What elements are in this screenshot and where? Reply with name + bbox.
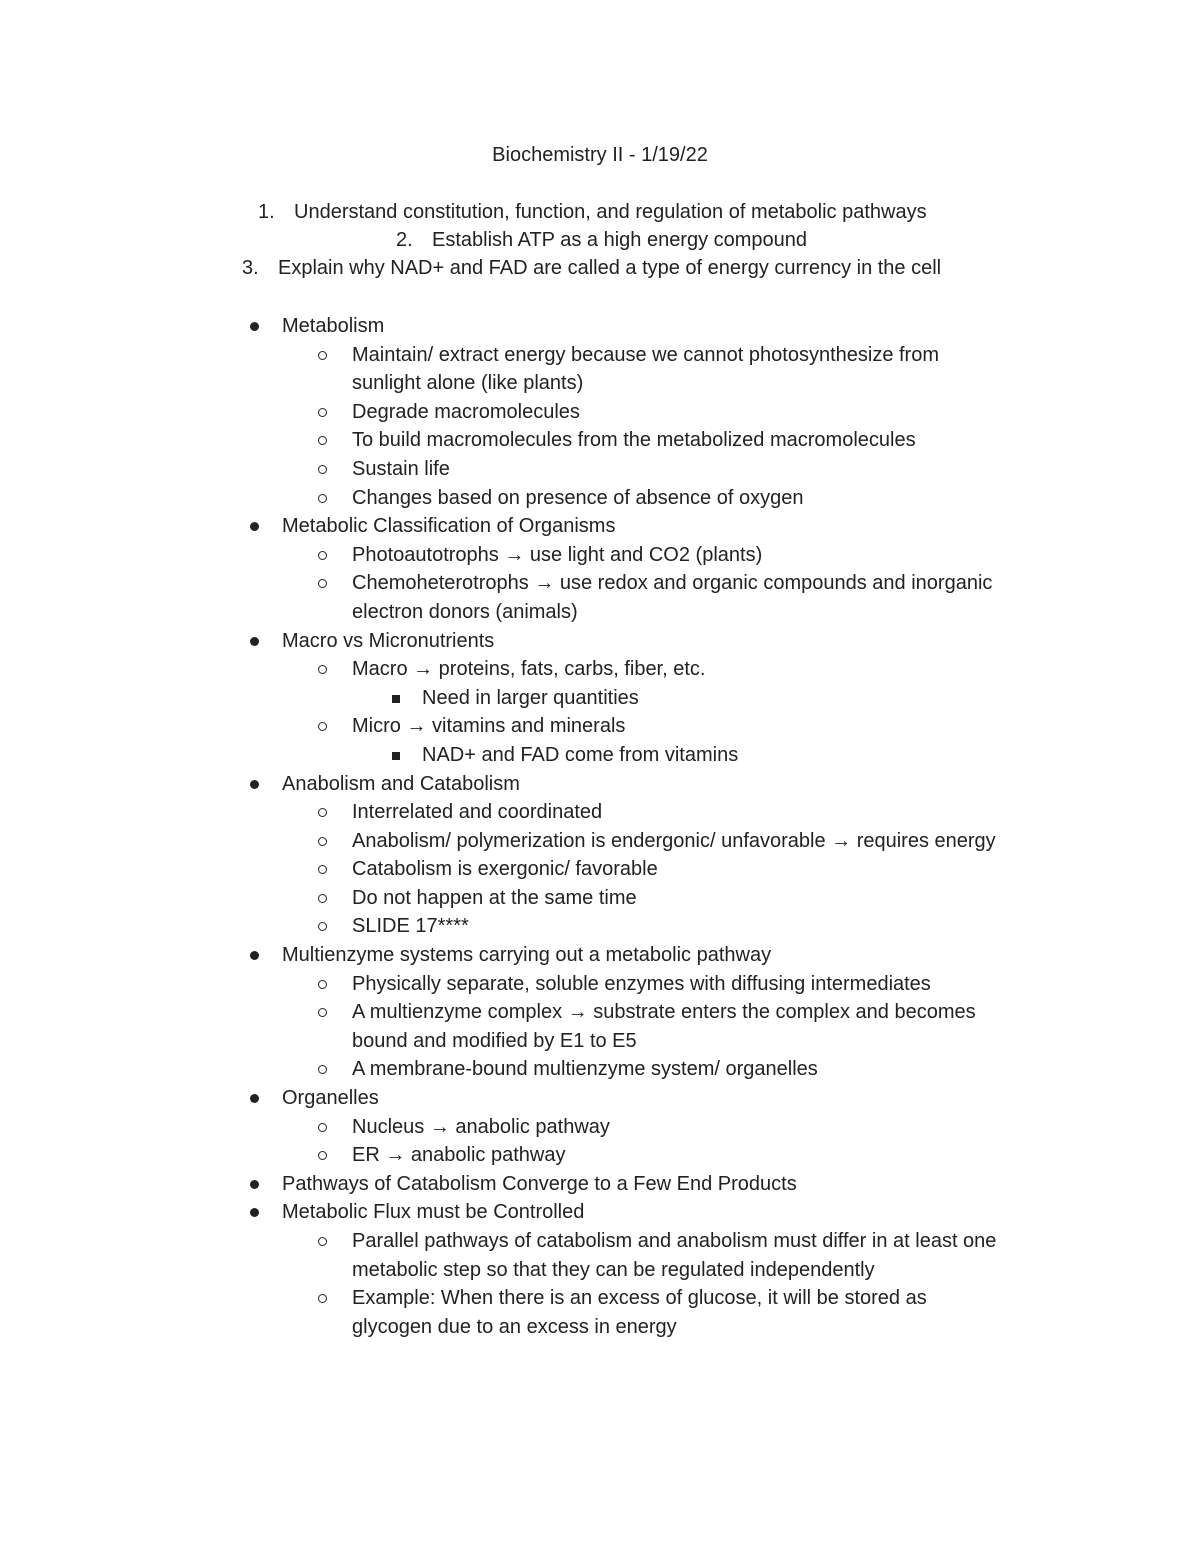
filled-bullet-icon — [250, 637, 259, 646]
list-item — [0, 1227, 1200, 1256]
list-item-text: Anabolism/ polymerization is endergonic/ unfavorable → requires energy — [352, 829, 996, 852]
filled-bullet-icon — [250, 951, 259, 960]
list-item-text: Anabolism and Catabolism — [282, 772, 520, 795]
list-item-text: Nucleus → anabolic pathway — [352, 1115, 610, 1138]
objective-item — [396, 226, 807, 254]
list-item — [0, 512, 1200, 541]
hollow-bullet-icon — [318, 665, 327, 674]
list-item — [0, 655, 1200, 684]
objective-text: Explain why NAD+ and FAD are called a type of energy currency in the cell — [278, 257, 942, 279]
objective-item — [242, 254, 941, 282]
list-item — [0, 1141, 1200, 1170]
list-item-text: Example: When there is an excess of glucose, it will be stored as — [352, 1287, 927, 1310]
list-item-text: Catabolism is exergonic/ favorable — [352, 858, 658, 881]
list-item-text: metabolic step so that they can be regulated independently — [352, 1258, 875, 1281]
list-item — [0, 312, 1200, 341]
list-item-text: NAD+ and FAD come from vitamins — [422, 743, 739, 766]
list-item-text: SLIDE 17**** — [352, 915, 469, 938]
objective-text: Establish ATP as a high energy compound — [432, 229, 808, 251]
hollow-bullet-icon — [318, 465, 327, 474]
hollow-bullet-icon — [318, 579, 327, 588]
list-item — [0, 741, 1200, 770]
list-item — [0, 855, 1200, 884]
filled-bullet-icon — [250, 322, 259, 331]
hollow-bullet-icon — [318, 1123, 327, 1132]
objective-text: Understand constitution, function, and regulation of metabolic pathways — [294, 201, 927, 223]
objective-number: 2. — [396, 229, 413, 251]
hollow-bullet-icon — [318, 722, 327, 731]
hollow-bullet-icon — [318, 351, 327, 360]
hollow-bullet-icon — [318, 551, 327, 560]
list-item-text: Metabolic Classification of Organisms — [282, 515, 616, 538]
hollow-bullet-icon — [318, 494, 327, 503]
list-item-text: A multienzyme complex → substrate enters the complex and becomes — [352, 1001, 976, 1024]
list-item-text: Changes based on presence of absence of oxygen — [352, 486, 804, 509]
list-item-text: Multienzyme systems carrying out a metabolic pathway — [282, 944, 772, 967]
list-item-text: Pathways of Catabolism Converge to a Few End Products — [282, 1172, 797, 1195]
list-item — [0, 941, 1200, 970]
list-item — [0, 970, 1200, 999]
list-item — [0, 712, 1200, 741]
hollow-bullet-icon — [318, 1151, 327, 1160]
list-item-text: Photoautotrophs → use light and CO2 (plants) — [352, 543, 763, 566]
list-item-text: bound and modified by E1 to E5 — [352, 1029, 637, 1052]
list-item-continuation — [0, 1256, 1200, 1285]
square-bullet-icon — [392, 695, 400, 703]
hollow-bullet-icon — [318, 408, 327, 417]
page-title: Biochemistry II - 1/19/22 — [492, 144, 708, 166]
list-item — [0, 998, 1200, 1027]
hollow-bullet-icon — [318, 1294, 327, 1303]
list-item-text: Macro → proteins, fats, carbs, fiber, etc. — [352, 658, 706, 681]
filled-bullet-icon — [250, 522, 259, 531]
list-item — [0, 912, 1200, 941]
filled-bullet-icon — [250, 1094, 259, 1103]
list-item-text: Chemoheterotrophs → use redox and organic compounds and inorganic — [352, 572, 993, 595]
list-item — [0, 1084, 1200, 1113]
list-item — [0, 569, 1200, 598]
list-item-text: Maintain/ extract energy because we cannot photosynthesize from — [352, 343, 939, 366]
list-item — [0, 541, 1200, 570]
hollow-bullet-icon — [318, 1065, 327, 1074]
list-item — [0, 884, 1200, 913]
list-item — [0, 827, 1200, 856]
objective-item — [258, 198, 927, 226]
hollow-bullet-icon — [318, 1237, 327, 1246]
list-item-text: A membrane-bound multienzyme system/ organelles — [352, 1058, 818, 1081]
list-item-continuation — [0, 1027, 1200, 1056]
hollow-bullet-icon — [318, 1008, 327, 1017]
list-item — [0, 484, 1200, 513]
list-item-text: Metabolism — [282, 315, 385, 337]
list-item — [0, 341, 1200, 370]
list-item-text: ER → anabolic pathway — [352, 1144, 566, 1167]
list-item-continuation — [0, 598, 1200, 627]
objective-number: 1. — [258, 201, 275, 223]
list-item-text: Organelles — [282, 1087, 379, 1110]
hollow-bullet-icon — [318, 436, 327, 445]
list-item-text: glycogen due to an excess in energy — [352, 1315, 677, 1338]
list-item-text: electron donors (animals) — [352, 600, 578, 623]
list-item — [0, 426, 1200, 455]
hollow-bullet-icon — [318, 894, 327, 903]
list-item — [0, 455, 1200, 484]
list-item — [0, 1170, 1200, 1199]
list-item-text: Do not happen at the same time — [352, 886, 637, 909]
hollow-bullet-icon — [318, 808, 327, 817]
list-item-text: Interrelated and coordinated — [352, 801, 603, 824]
list-item-text: Macro vs Micronutrients — [282, 629, 495, 652]
list-item-text: Parallel pathways of catabolism and anabolism must differ in at least one — [352, 1230, 997, 1252]
list-item-text: Metabolic Flux must be Controlled — [282, 1201, 585, 1224]
list-item-text: Physically separate, soluble enzymes with diffusing intermediates — [352, 972, 931, 995]
filled-bullet-icon — [250, 780, 259, 789]
list-item-text: To build macromolecules from the metabolized macromolecules — [352, 429, 916, 452]
square-bullet-icon — [392, 752, 400, 760]
list-item — [0, 1284, 1200, 1313]
list-item-text: Micro → vitamins and minerals — [352, 715, 626, 738]
list-item — [0, 627, 1200, 656]
hollow-bullet-icon — [318, 865, 327, 874]
list-item-text: sunlight alone (like plants) — [352, 372, 584, 395]
hollow-bullet-icon — [318, 980, 327, 989]
list-item — [0, 798, 1200, 827]
list-item-continuation — [0, 369, 1200, 398]
list-item — [0, 1055, 1200, 1084]
list-item-text: Need in larger quantities — [422, 686, 639, 709]
hollow-bullet-icon — [318, 922, 327, 931]
list-item — [0, 684, 1200, 713]
list-item — [0, 770, 1200, 799]
objective-number: 3. — [242, 257, 259, 279]
list-item — [0, 1113, 1200, 1142]
notes-list — [0, 312, 1200, 1341]
hollow-bullet-icon — [318, 837, 327, 846]
list-item — [0, 1198, 1200, 1227]
filled-bullet-icon — [250, 1180, 259, 1189]
list-item — [0, 398, 1200, 427]
list-item-text: Degrade macromolecules — [352, 400, 580, 423]
filled-bullet-icon — [250, 1208, 259, 1217]
list-item-text: Sustain life — [352, 457, 450, 480]
list-item-continuation — [0, 1313, 1200, 1342]
